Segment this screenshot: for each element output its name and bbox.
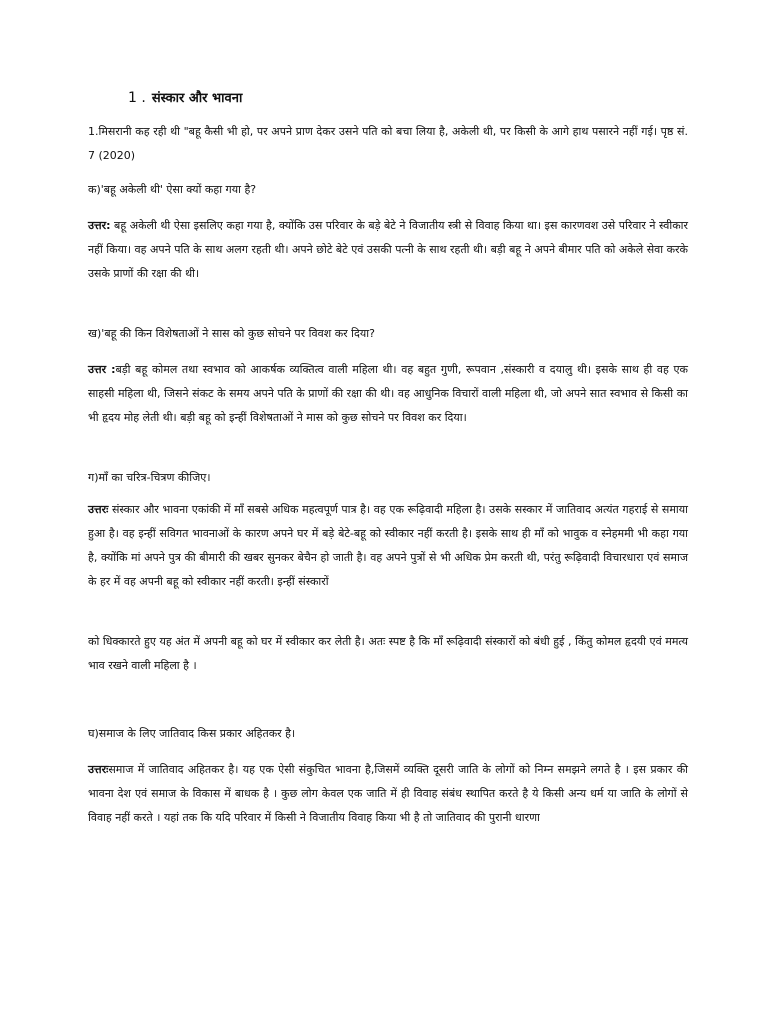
answer-label: उत्तर : [88, 363, 116, 376]
answer-ga [88, 498, 688, 594]
question-ka: क)'बहू अकेली थी' ऐसा क्यों कहा गया है? [88, 183, 257, 196]
question-gha: घ)समाज के लिए जातिवाद किस प्रकार अहितकर है। [88, 727, 296, 740]
answer-text: बहू अकेली थी ऐसा इसलिए कहा गया है, क्योंकि उस परिवार के बड़े बेटे ने विजातीय स्त्री से विवाह किया था। इस कारणवश उसे परिवार ने स्वीकार नहीं किया। वह अपने पति के साथ अलग रहती थी। अपने छोटे बेटे एवं उसकी पत्नी के साथ रहती थी। बड़ी बहू ने अपने बीमार पति को अकेले सेवा करके उसके प्राणों की रक्षा की थी। [88, 219, 688, 280]
answer-text: संस्कार और भावना एकांकी में माँ सबसे अधिक महत्वपूर्ण पात्र है। वह एक रूढ़िवादी महिला है। उसके सस्कार में जातिवाद अत्यंत गहराई से समाया हुआ है। वह इन्हीं सविगत भावनाओं के कारण अपने घर में बड़े बेटे-बहू को स्वीकार नहीं करती है। इसके साथ ही माँ को भावुक व स्नेहममी भी कहा गया है, क्योंकि मां अपने पुत्र की बीमारी की खबर सुनकर बेचैन हो जाती है। वह अपने पुत्रों से भी अधिक प्रेम करती थी, परंतु रूढ़िवादी विचारधारा एवं समाज के हर में वह अपनी बहू को स्वीकार नहीं करती। इन्हीं संस्कारों [88, 503, 688, 588]
answer-kha [88, 358, 688, 430]
answer-text: समाज में जातिवाद अहितकर है। यह एक ऐसी संकुचित भावना है,जिसमें व्यक्ति दूसरी जाति के लोगों को निम्न समझने लगते है । इस प्रकार की भावना देश एवं समाज के विकास में बाधक है । कुछ लोग केवल एक जाति में ही विवाह संबंध स्थापित करते है ये किसी अन्य धर्म या जाति के लोगों से विवाह नहीं करते । यहां तक कि यदि परिवार में किसी ने विजातीय विवाह किया भी है तो जातिवाद की पुरानी धारणा [88, 763, 688, 824]
answer-gha [88, 758, 688, 830]
answer-ga-continued: को धिक्कारते हुए यह अंत में अपनी बहू को घर में स्वीकार कर लेती है। अतः स्पष्ट है कि माँ रूढ़िवादी संस्कारों को बंधी हुई , किंतु कोमल हृदयी एवं ममत्य भाव रखने वाली महिला है । [88, 635, 688, 672]
heading-title: संस्कार और भावना [151, 91, 243, 106]
answer-label: उत्तरः [88, 503, 109, 516]
question-ga: ग)माँ का चरित्र-चित्रण कीजिए। [88, 471, 211, 484]
answer-label: उत्तर: [88, 219, 111, 232]
question-kha: ख)'बहू की किन विशेषताओं ने सास को कुछ सोचने पर विवश कर दिया? [88, 327, 375, 340]
answer-text: बड़ी बहू कोमल तथा स्वभाव को आकर्षक व्यक्तित्व वाली महिला थी। वह बहुत गुणी, रूपवान ,संस्कारी व दयालु थी। इसके साथ ही वह एक साहसी महिला थी, जिसने संकट के समय अपने पति के प्राणों की रक्षा की थी। वह आधुनिक विचारों वाली महिला थी, जो अपने सात स्वभाव से किसी का भी हृदय मोह लेती थी। बड़ी बहू को इन्हीं विशेषताओं ने मास को कुछ सोचने पर विवश कर दिया। [88, 363, 688, 424]
section-heading [128, 88, 242, 106]
heading-number: 1 . [128, 90, 146, 106]
passage-paragraph: 1.मिसरानी कह रही थी "बहू कैसी भी हो, पर अपने प्राण देकर उसने पति को बचा लिया है, अकेली थी, पर किसी के आगे हाथ पसारने नहीं गई। पृष्ठ सं. 7 (2020) [88, 125, 688, 162]
answer-label: उत्तरः [88, 763, 109, 776]
answer-ka [88, 214, 688, 286]
